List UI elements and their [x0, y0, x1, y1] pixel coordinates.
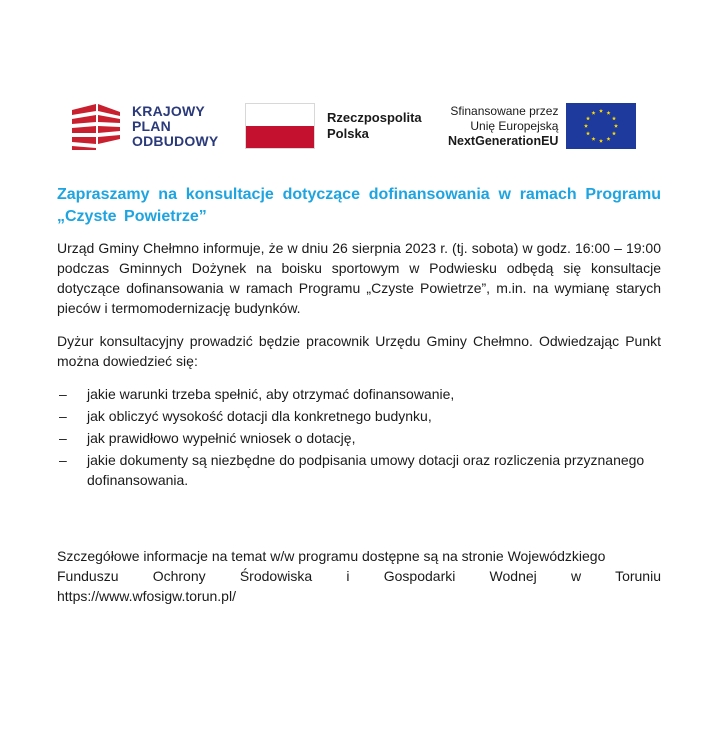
- footer-line-2: Funduszu Ochrony Środowiska i Gospodarki Wodnej w Toruniu: [57, 568, 661, 584]
- rp-logo: [245, 102, 422, 150]
- eu-line: NextGenerationEU: [448, 133, 559, 148]
- list-item: [57, 450, 661, 490]
- paragraph-duty: Dyżur konsultacyjny prowadzić będzie pracownik Urzędu Gminy Chełmno. Odwiedzając Punkt można dowiedzieć się:: [57, 333, 661, 369]
- list-item-text: jakie warunki trzeba spełnić, aby otrzymać dofinansowanie,: [87, 386, 455, 402]
- kpo-logo: [70, 100, 218, 152]
- kpo-line: ODBUDOWY: [132, 132, 219, 149]
- logo-bar: [0, 100, 716, 152]
- footer-info: [57, 546, 661, 606]
- footer-line-1: Szczegółowe informacje na temat w/w programu dostępne są na stronie Wojewódzkiego: [57, 548, 606, 564]
- polish-flag-icon: [245, 103, 315, 149]
- list-item: [57, 406, 661, 426]
- eu-line: Unię Europejską: [470, 118, 559, 133]
- dash-bullet-icon: –: [59, 452, 67, 468]
- document-body: [57, 184, 661, 606]
- headline: Zapraszamy na konsultacje dotyczące dofinansowania w ramach Programu „Czyste Powietrze”: [57, 186, 661, 225]
- rp-line: Polska: [327, 126, 369, 141]
- dash-bullet-icon: –: [59, 430, 67, 446]
- eu-logo: [448, 102, 636, 150]
- kpo-logo-text: [132, 104, 218, 149]
- dash-bullet-icon: –: [59, 386, 67, 402]
- footer-url-link[interactable]: https://www.wfosigw.torun.pl/: [57, 588, 236, 604]
- paragraph-announcement: Urząd Gminy Chełmno informuje, że w dniu 26 sierpnia 2023 r. (tj. sobota) w godz. 16:00 – 19:00 podczas Gminnych Dożynek na boisku sportowym w Podwiesku odbędą się konsultacje dotyczące dofinansowania w ramach Programu „Czyste Powietrze”, m.in. na wymianę starych pieców i termomodernizację budynków.: [57, 240, 661, 316]
- list-item-text: jak prawidłowo wypełnić wniosek o dotację,: [87, 430, 356, 446]
- info-list: [57, 384, 661, 490]
- list-item: [57, 428, 661, 448]
- list-item-text: jakie dokumenty są niezbędne do podpisania umowy dotacji oraz rozliczenia przyznanego dofinansowania.: [87, 452, 645, 488]
- eu-flag-icon: [566, 103, 636, 149]
- dash-bullet-icon: –: [59, 408, 67, 424]
- rp-logo-text: [327, 110, 422, 142]
- rp-line: Rzeczpospolita: [327, 110, 422, 125]
- kpo-line: PLAN: [132, 117, 171, 134]
- eu-logo-text: [448, 104, 558, 149]
- list-item-text: jak obliczyć wysokość dotacji dla konkretnego budynku,: [87, 408, 432, 424]
- list-item: [57, 384, 661, 404]
- kpo-line: KRAJOWY: [132, 102, 205, 119]
- eu-line: Sfinansowane przez: [450, 103, 559, 118]
- kpo-building-icon: [70, 102, 122, 150]
